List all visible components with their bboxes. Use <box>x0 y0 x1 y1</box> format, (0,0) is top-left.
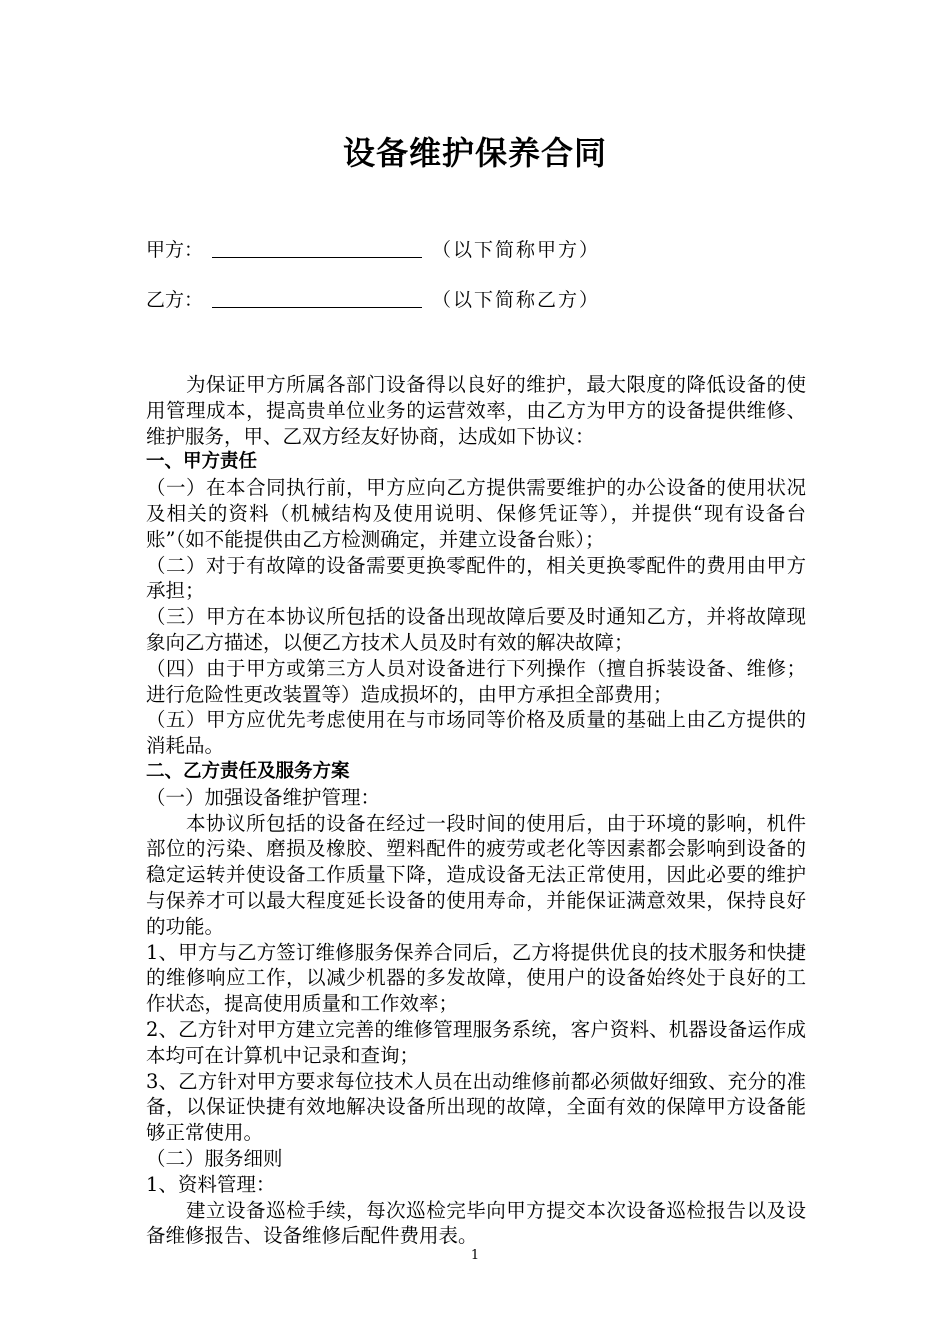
paragraph: （四）由于甲方或第三方人员对设备进行下列操作（擅自拆装设备、维修；进行危险性更改装置等）造成损坏的，由甲方承担全部费用； <box>146 656 806 706</box>
paragraph: 1、甲方与乙方签订维修服务保养合同后，乙方将提供优良的技术服务和快捷的维修响应工作，以减少机器的多发故障，使用户的设备始终处于良好的工作状态，提高使用质量和工作效率； <box>146 940 806 1016</box>
page-number: 1 <box>470 1248 480 1263</box>
paragraph: （一）加强设备维护管理： <box>146 785 381 809</box>
paragraph: （五）甲方应优先考虑使用在与市场同等价格及质量的基础上由乙方提供的消耗品。 <box>146 708 806 758</box>
paragraph: （一）在本合同执行前，甲方应向乙方提供需要维护的办公设备的使用状况及相关的资料（机械结构及使用说明、保修凭证等），并提供“现有设备台账”（如不能提供由乙方检测确定，并建立设备台账）； <box>146 476 806 551</box>
party-a-blank <box>212 237 422 258</box>
party-b-note: （以下简称乙方） <box>432 289 601 311</box>
party-b-label: 乙方： <box>146 289 204 311</box>
paragraph: （三）甲方在本协议所包括的设备出现故障后要及时通知乙方，并将故障现象向乙方描述，以便乙方技术人员及时有效的解决故障； <box>146 605 806 654</box>
paragraph: 建立设备巡检手续，每次巡检完毕向甲方提交本次设备巡检报告以及设备维修报告、设备维修后配件费用表。 <box>146 1198 806 1248</box>
party-a-note: （以下简称甲方） <box>432 239 601 261</box>
section-heading: 一、甲方责任 <box>146 451 258 473</box>
contract-body <box>146 372 806 1249</box>
party-b-line <box>146 286 600 314</box>
paragraph: 为保证甲方所属各部门设备得以良好的维护，最大限度的降低设备的使用管理成本，提高贵单位业务的运营效率，由乙方为甲方的设备提供维修、维护服务，甲、乙双方经友好协商，达成如下协议： <box>146 373 806 448</box>
party-a-line <box>146 236 600 264</box>
section-heading: 二、乙方责任及服务方案 <box>146 760 350 782</box>
party-a-label: 甲方： <box>146 239 204 261</box>
paragraph: （二）对于有故障的设备需要更换零配件的，相关更换零配件的费用由甲方承担； <box>146 553 806 603</box>
party-b-blank <box>212 287 422 308</box>
paragraph: 3、乙方针对甲方要求每位技术人员在出动维修前都必须做好细致、充分的准备，以保证快捷有效地解决设备所出现的故障，全面有效的保障甲方设备能够正常使用。 <box>146 1069 806 1145</box>
paragraph: 2、乙方针对甲方建立完善的维修管理服务系统，客户资料、机器设备运作成本均可在计算机中记录和查询； <box>146 1017 806 1067</box>
paragraph: （二）服务细则 <box>146 1146 283 1170</box>
paragraph: 1、资料管理： <box>146 1172 276 1196</box>
document-title: 设备维护保养合同 <box>342 134 607 172</box>
paragraph: 本协议所包括的设备在经过一段时间的使用后，由于环境的影响，机件部位的污染、磨损及橡胶、塑料配件的疲劳或老化等因素都会影响到设备的稳定运转并使设备工作质量下降，造成设备无法正常使用，因此必要的维护与保养才可以最大程度延长设备的使用寿命，并能保证满意效果，保持良好的功能。 <box>146 811 806 938</box>
